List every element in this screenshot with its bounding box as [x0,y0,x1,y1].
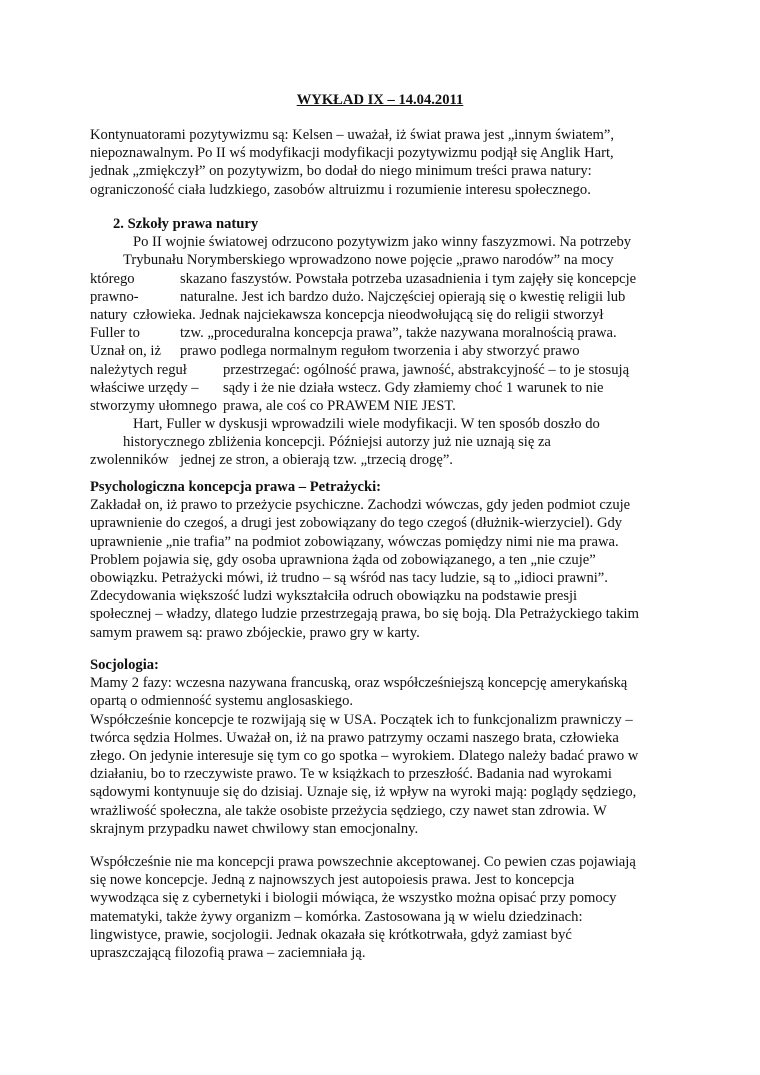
line-text: tzw. „proceduralna koncepcja prawa”, także nazywana moralnością prawa. [180,325,617,342]
section-line: uprawnienie do czegoś, a drugi jest zobowiązany do tego czegoś (dłużnik-wierzyciel). Gdy [90,515,623,532]
section-line [90,306,690,324]
final-line: się nowe koncepcje. Jedną z najnowszych jest autopoiesis prawa. Jest to koncepcja [90,872,575,889]
line-text: przestrzegać: ogólność prawa, jawność, abstrakcyjność – to je stosują [223,361,630,378]
section-sociology [90,656,690,838]
intro-line: Kontynuatorami pozytywizmu są: Kelsen – uważał, iż świat prawa jest „innym światem”, [90,127,615,143]
line-text: jednej ze stron, a obierają tzw. „trzecią drogę”. [180,452,453,469]
section-line [90,342,690,360]
section-line: wrażliwość społeczna, ale także osobiste przeżycia sędziego, czy nawet stan zdrowia. W [90,802,607,819]
section-line: Współcześnie koncepcje te rozwijają się w USA. Początek ich to funkcjonalizm prawniczy – [90,711,633,728]
final-paragraph [90,853,690,962]
line-text: historycznego zbliżenia koncepcji. Późniejsi autorzy już nie uznają się za [123,434,551,451]
line-lead: zwolenników [90,452,169,469]
line-text: człowieka. Jednak najciekawsza koncepcja nieodwołującą się do religii stworzył [133,306,604,323]
final-line: matematyki, także żywy organizm – komórka. Zastosowana ją w wielu dziedzinach: [90,908,583,925]
section-line [90,251,690,269]
section-line: twórca sędzia Holmes. Uważał on, iż na prawo patrzymy oczami naszego brata, człowieka [90,729,619,746]
section-line [90,288,690,306]
section-heading: Psychologiczna koncepcja prawa – Petrażycki: [90,479,382,495]
line-text: Trybunału Norymberskiego wprowadzono nowe pojęcie „prawo narodów” na mocy [123,252,614,269]
line-text: sądy i że nie działa wstecz. Gdy złamiemy choć 1 warunek to nie [223,379,604,396]
line-lead: stworzymy ułomnego [90,397,217,414]
final-line: lingwistyce, prawie, socjologii. Jednak okazała się krótkotrwała, gdyż zamiast być [90,926,572,943]
intro-line: ograniczoność ciała ludzkiego, zasobów altruizmu i rozumienie interesu społecznego. [90,181,591,198]
line-lead: prawno- [90,288,139,305]
final-line: Współcześnie nie ma koncepcji prawa powszechnie akceptowanej. Co pewien czas pojawiają [90,854,636,870]
line-text: Po II wojnie światowej odrzucono pozytywizm jako winny faszyzmowi. Na potrzeby [133,234,632,251]
line-lead: Fuller to [90,325,140,342]
line-lead: którego [90,270,135,287]
section-line: Zakładał on, iż prawo to przeżycie psychiczne. Zachodzi wówczas, gdy jeden podmiot czuje [90,497,631,514]
section-heading: 2. Szkoły prawa natury [113,216,259,232]
section-line: uprawnienie „nie trafia” na podmiot zobowiązany, wówczas pomiędzy nimi nie ma prawa. [90,533,619,550]
line-lead: Uznał on, iż [90,343,161,360]
section-heading: Socjologia: [90,657,159,673]
section-natural-law [90,215,690,470]
section-line: opartą o odmienność systemu anglosaskiego. [90,693,354,710]
line-lead: należytych reguł [90,361,187,378]
section-line: działaniu, bo to rzeczywiste prawo. Te w książkach to przeszłość. Badania nad wyrokami [90,766,612,783]
line-lead: właściwe urzędy – [90,379,199,396]
page-title: WYKŁAD IX – 14.04.2011 [296,92,464,108]
final-line: wywodząca się z cybernetyki i biologii mówiąca, że wszystko można opisać przy pomocy [90,890,617,907]
line-text: prawa, ale coś co PRAWEM NIE JEST. [223,397,456,414]
section-line: społecznej – władzy, dlatego ludzie przestrzegają prawa, bo się boją. Dla Petrażyckiego takim [90,606,639,623]
line-text: Hart, Fuller w dyskusji wprowadzili wiele modyfikacji. W ten sposób doszło do [133,416,600,433]
line-text: naturalne. Jest ich bardzo dużo. Najczęściej opierają się o kwestię religii lub [180,288,626,305]
section-line [90,379,690,397]
section-line: sądowymi kontynuuje się do dzisiaj. Uznaje się, iż wpływ na wyroki mają: poglądy sędziego, [90,784,637,801]
section-line [90,397,690,415]
line-text: prawo podlega normalnym regułom tworzenia i aby stworzyć prawo [180,343,580,360]
section-line [90,451,690,469]
line-lead: natury [90,306,128,323]
section-line: Zdecydowania większość ludzi wykształciła odruch obowiązku na podstawie presji [90,588,578,605]
section-line [90,433,690,451]
section-line [90,233,690,251]
intro-line: jednak „zmiękczył” on pozytywizm, bo dodał do niego minimum treści prawa natury: [90,163,592,180]
section-line: samym prawem są: prawo zbójeckie, prawo gry w karty. [90,624,420,641]
intro-line: niepoznawalnym. Po II wś modyfikacji modyfikacji pozytywizmu podjął się Anglik Hart, [90,145,614,162]
section-line: obowiązku. Petrażycki mówi, iż trudno – są wśród nas tacy ludzie, są to „idioci prawni”. [90,569,608,586]
section-line [90,270,690,288]
final-line: upraszczającą filozofią prawa – zaciemniała ją. [90,944,366,961]
section-line: złego. On jedynie interesuje się tym co go spotka – wyrokiem. Dlatego należy badać prawo w [90,747,639,764]
section-line: Problem pojawia się, gdy osoba uprawniona żąda od zobowiązanego, a ten „nie czuje” [90,551,596,568]
section-line: skrajnym przypadku nawet chwilowy stan emocjonalny. [90,820,419,837]
intro-paragraph [90,126,690,199]
section-petrazycki [90,478,690,642]
section-line [90,361,690,379]
line-text: skazano faszystów. Powstała potrzeba uzasadnienia i tym zajęły się koncepcje [180,270,637,287]
section-line [90,415,690,433]
section-line [90,324,690,342]
section-line: Mamy 2 fazy: wczesna nazywana francuską, oraz współcześniejszą koncepcję amerykańską [90,675,628,692]
